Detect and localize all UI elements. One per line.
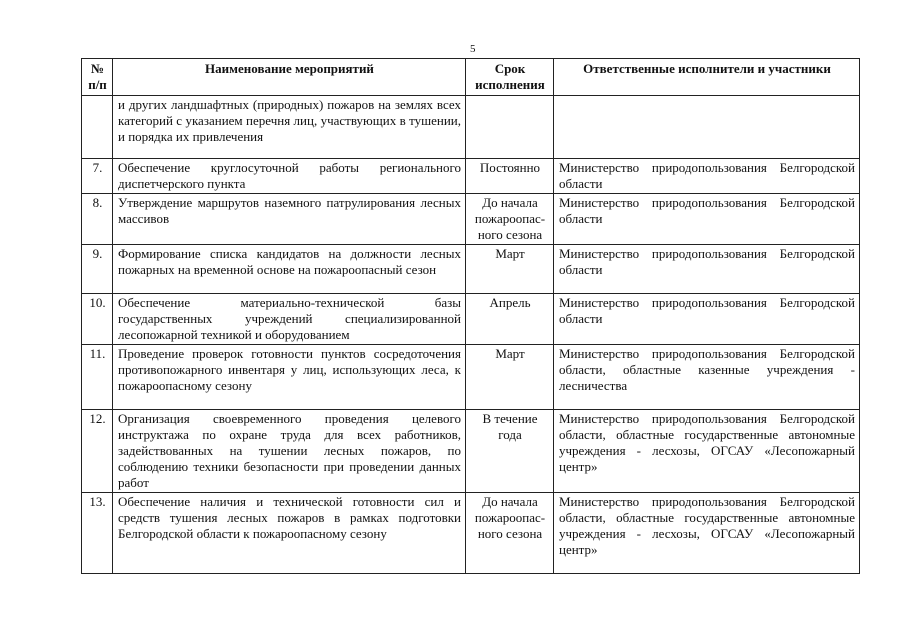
cell-responsible: Министерство природопользования Белгородской области (554, 294, 860, 345)
cell-name: Утверждение маршрутов наземного патрулирования лесных массивов (113, 194, 466, 245)
cell-num (82, 96, 113, 159)
cell-term: Март (466, 245, 554, 294)
cell-term: Апрель (466, 294, 554, 345)
table-row (82, 410, 860, 493)
cell-num: 10. (82, 294, 113, 345)
cell-name: Формирование списка кандидатов на должности лесных пожарных на временной основе на пожароопасный сезон (113, 245, 466, 294)
cell-term: До начала пожароопас-ного сезона (466, 194, 554, 245)
header-name: Наименование мероприятий (113, 59, 466, 96)
cell-name: Проведение проверок готовности пунктов сосредоточения противопожарного инвентаря у лиц, использующих леса, к пожароопасному сезону (113, 345, 466, 410)
header-term: Срок исполнения (466, 59, 554, 96)
cell-term: Март (466, 345, 554, 410)
cell-num: 9. (82, 245, 113, 294)
cell-responsible: Министерство природопользования Белгородской области (554, 245, 860, 294)
table-row (82, 294, 860, 345)
cell-name: и других ландшафтных (природных) пожаров на землях всех категорий с указанием перечня лиц, участвующих в тушении, и порядка их привлечения (113, 96, 466, 159)
table-header-row (82, 59, 860, 96)
table-row (82, 245, 860, 294)
cell-responsible (554, 96, 860, 159)
cell-num: 8. (82, 194, 113, 245)
cell-num: 11. (82, 345, 113, 410)
cell-responsible: Министерство природопользования Белгородской области, областные казенные учреждения - лесничества (554, 345, 860, 410)
cell-responsible: Министерство природопользования Белгородской области (554, 194, 860, 245)
cell-num: 7. (82, 159, 113, 194)
cell-name: Организация своевременного проведения целевого инструктажа по охране труда для всех работников, задействованных на тушении лесных пожаров, по соблюдению техники безопасности при проведении данных работ (113, 410, 466, 493)
cell-name: Обеспечение круглосуточной работы регионального диспетчерского пункта (113, 159, 466, 194)
cell-name: Обеспечение материально-технической базы государственных учреждений специализированной лесопожарной техникой и оборудованием (113, 294, 466, 345)
cell-term: До начала пожароопас-ного сезона (466, 493, 554, 574)
cell-term (466, 96, 554, 159)
cell-responsible: Министерство природопользования Белгородской области (554, 159, 860, 194)
header-num: № п/п (82, 59, 113, 96)
cell-responsible: Министерство природопользования Белгородской области, областные государственные автономные учреждения - лесхозы, ОГСАУ «Лесопожарный центр» (554, 493, 860, 574)
table-row (82, 159, 860, 194)
table-row-continuation (82, 96, 860, 159)
cell-name: Обеспечение наличия и технической готовности сил и средств тушения лесных пожаров в рамках подготовки Белгородской области к пожароопасному сезону (113, 493, 466, 574)
cell-num: 12. (82, 410, 113, 493)
cell-responsible: Министерство природопользования Белгородской области, областные государственные автономные учреждения - лесхозы, ОГСАУ «Лесопожарный центр» (554, 410, 860, 493)
activities-table (81, 58, 860, 574)
table-row (82, 194, 860, 245)
page-number: 5 (470, 43, 476, 55)
cell-term: Постоянно (466, 159, 554, 194)
table-row (82, 345, 860, 410)
cell-num: 13. (82, 493, 113, 574)
cell-term: В течение года (466, 410, 554, 493)
header-responsible: Ответственные исполнители и участники (554, 59, 860, 96)
table-row (82, 493, 860, 574)
